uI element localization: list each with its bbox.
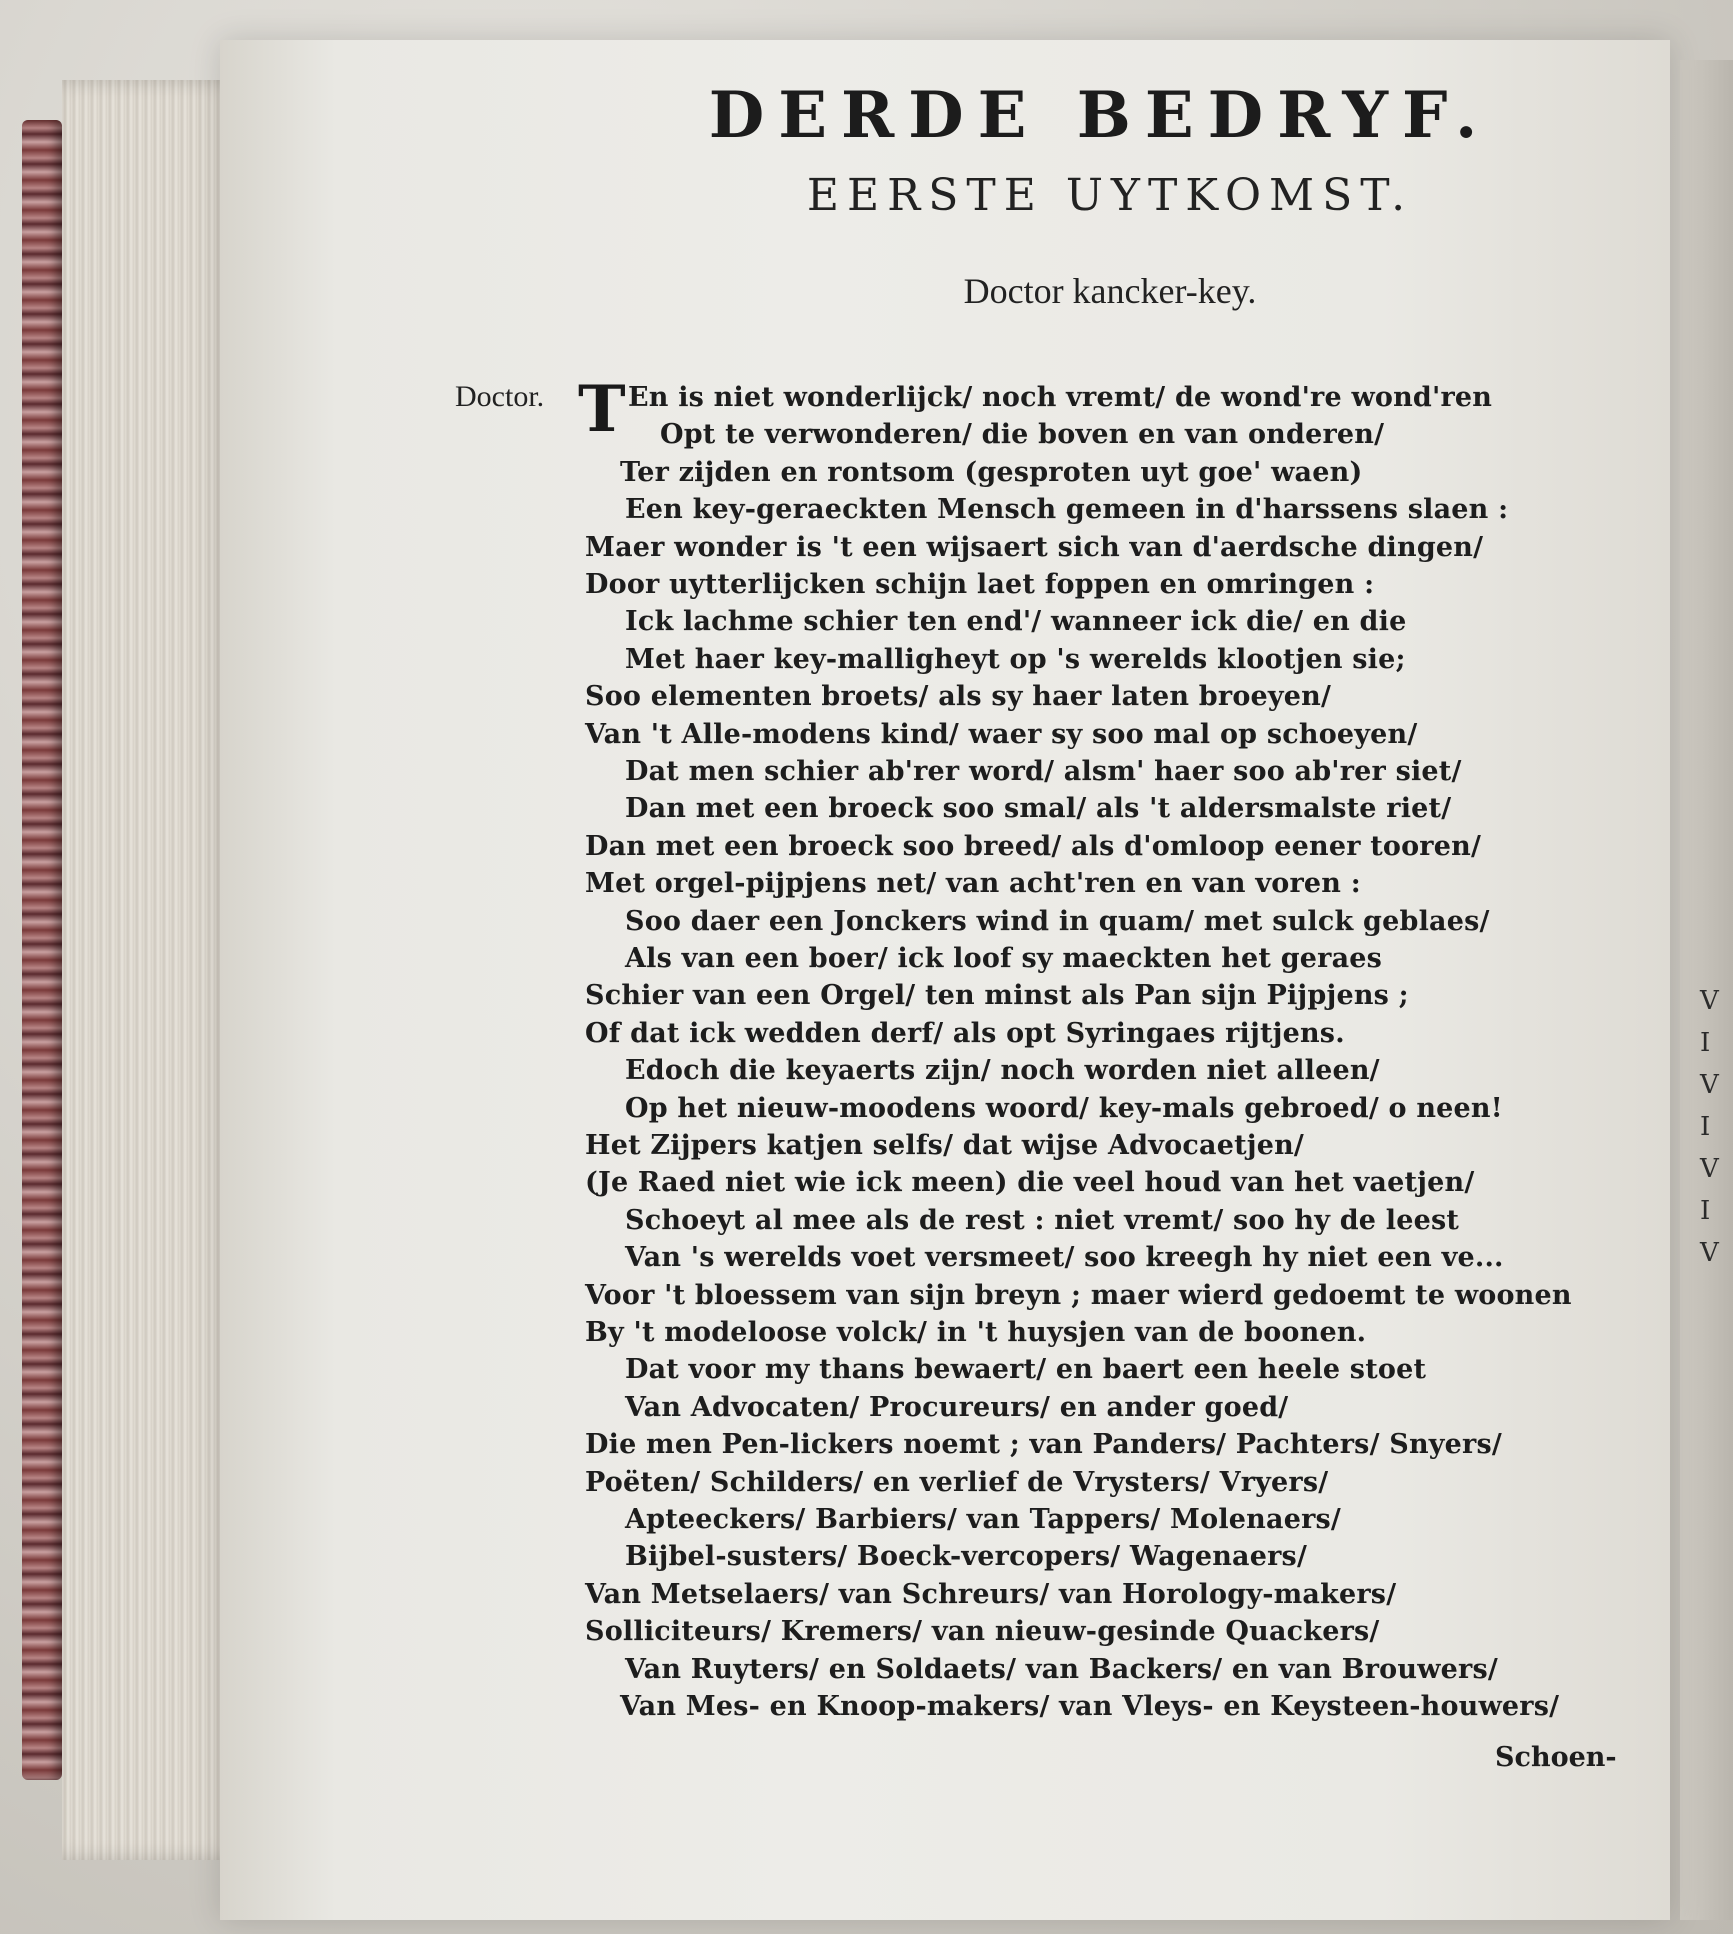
verse-line: Als van een boer/ ick loof sy maeckten het geraes [625, 943, 1383, 974]
verse-line: Door uytterlijcken schijn laet foppen en omringen : [585, 569, 1375, 600]
verse-line: By 't modeloose volck/ in 't huysjen van de boonen. [585, 1317, 1367, 1348]
verse-line: Schoeyt al mee als de rest : niet vremt/ soo hy de leest [625, 1204, 1460, 1236]
verse-line: Opt te verwonderen/ die boven en van onderen/ [660, 419, 1385, 451]
facing-page-letter: V [1700, 1070, 1719, 1100]
verse-line: Maer wonder is 't een wijsaert sich van d'aerdsche dingen/ [585, 531, 1484, 563]
verse-line: Van 's werelds voet versmeet/ soo kreegh hy niet een ve... [625, 1242, 1504, 1274]
verse-line: Van 't Alle-modens kind/ waer sy soo mal op schoeyen/ [585, 718, 1418, 750]
scene-heading: EERSTE UYTKOMST. [806, 170, 1414, 221]
facing-page-letter: I [1700, 1028, 1711, 1058]
verse-line: Ick lachme schier ten end'/ wanneer ick die/ en die [625, 606, 1407, 638]
catchword: Schoen- [1495, 1742, 1617, 1773]
act-heading: DERDE BEDRYF. [708, 78, 1492, 153]
verse-line: Poëten/ Schilders/ en verlief de Vrysters/ Vryers/ [585, 1466, 1329, 1498]
verse-line: Met haer key-malligheyt op 's werelds klootjen sie; [625, 643, 1406, 675]
verse-line: Bijbel-susters/ Boeck-vercopers/ Wagenaers/ [625, 1541, 1308, 1573]
verse-line: En is niet wonderlijck/ noch vremt/ de wond're wond'ren [628, 382, 1493, 413]
verse-line: Dat voor my thans bewaert/ en baert een heele stoet [625, 1354, 1427, 1386]
verse-line: Soo elementen broets/ als sy haer laten broeyen/ [585, 681, 1332, 713]
verse-line: Dat men schier ab'rer word/ alsm' haer soo ab'rer siet/ [625, 756, 1462, 787]
speaker-label: Doctor. [455, 380, 545, 413]
verse-line: Dan met een broeck soo breed/ als d'omloop eener tooren/ [585, 830, 1482, 862]
verse-line: Van Advocaten/ Procureurs/ en ander goed/ [625, 1391, 1289, 1423]
facing-page-letter: V [1700, 1238, 1719, 1268]
verse-line: (Je Raed niet wie ick meen) die veel houd van het vaetjen/ [585, 1167, 1475, 1199]
verse-line: Schier van een Orgel/ ten minst als Pan sijn Pijpjens ; [585, 980, 1409, 1012]
verse-line: Van Ruyters/ en Soldaets/ van Backers/ en van Brouwers/ [625, 1653, 1498, 1685]
verse-line: Edoch die keyaerts zijn/ noch worden niet alleen/ [625, 1055, 1380, 1087]
verse-line: Een key-geraeckten Mensch gemeen in d'harssens slaen : [625, 494, 1509, 526]
verse-line: Die men Pen-lickers noemt ; van Panders/ Pachters/ Snyers/ [585, 1429, 1502, 1461]
verse-line: Op het nieuw-moodens woord/ key-mals gebroed/ o neen! [625, 1092, 1503, 1124]
verse-line: Solliciteurs/ Kremers/ van nieuw-gesinde Quackers/ [585, 1616, 1380, 1648]
verse-line: Soo daer een Jonckers wind in quam/ met sulck geblaes/ [625, 905, 1490, 937]
verse-line: Voor 't bloessem van sijn breyn ; maer wierd gedoemt te woonen [585, 1279, 1572, 1311]
facing-page-letter: V [1700, 1154, 1719, 1184]
verse-line: Met orgel-pijpjens net/ van acht'ren en van voren : [585, 868, 1361, 900]
verse-line: Het Zijpers katjen selfs/ dat wijse Advocaetjen/ [585, 1130, 1304, 1161]
verse-line: Van Metselaers/ van Schreurs/ van Horology-makers/ [585, 1578, 1397, 1610]
verse-line: Apteeckers/ Barbiers/ van Tappers/ Molenaers/ [625, 1504, 1341, 1535]
facing-page-letter: I [1700, 1112, 1711, 1142]
drop-capital: T [578, 372, 626, 447]
verse-line: Ter zijden en rontsom (gesproten uyt goe' waen) [620, 456, 1363, 488]
verse-line: Dan met een broeck soo smal/ als 't aldersmalste riet/ [625, 793, 1452, 825]
facing-page-letter: I [1700, 1196, 1711, 1226]
verse-line: Van Mes- en Knoop-makers/ van Vleys- en Keysteen-houwers/ [620, 1691, 1560, 1722]
verse-line: Of dat ick wedden derf/ als opt Syringaes rijtjens. [585, 1017, 1345, 1049]
facing-page-letter: V [1700, 986, 1719, 1016]
character-name: Doctor kancker-key. [963, 271, 1257, 311]
